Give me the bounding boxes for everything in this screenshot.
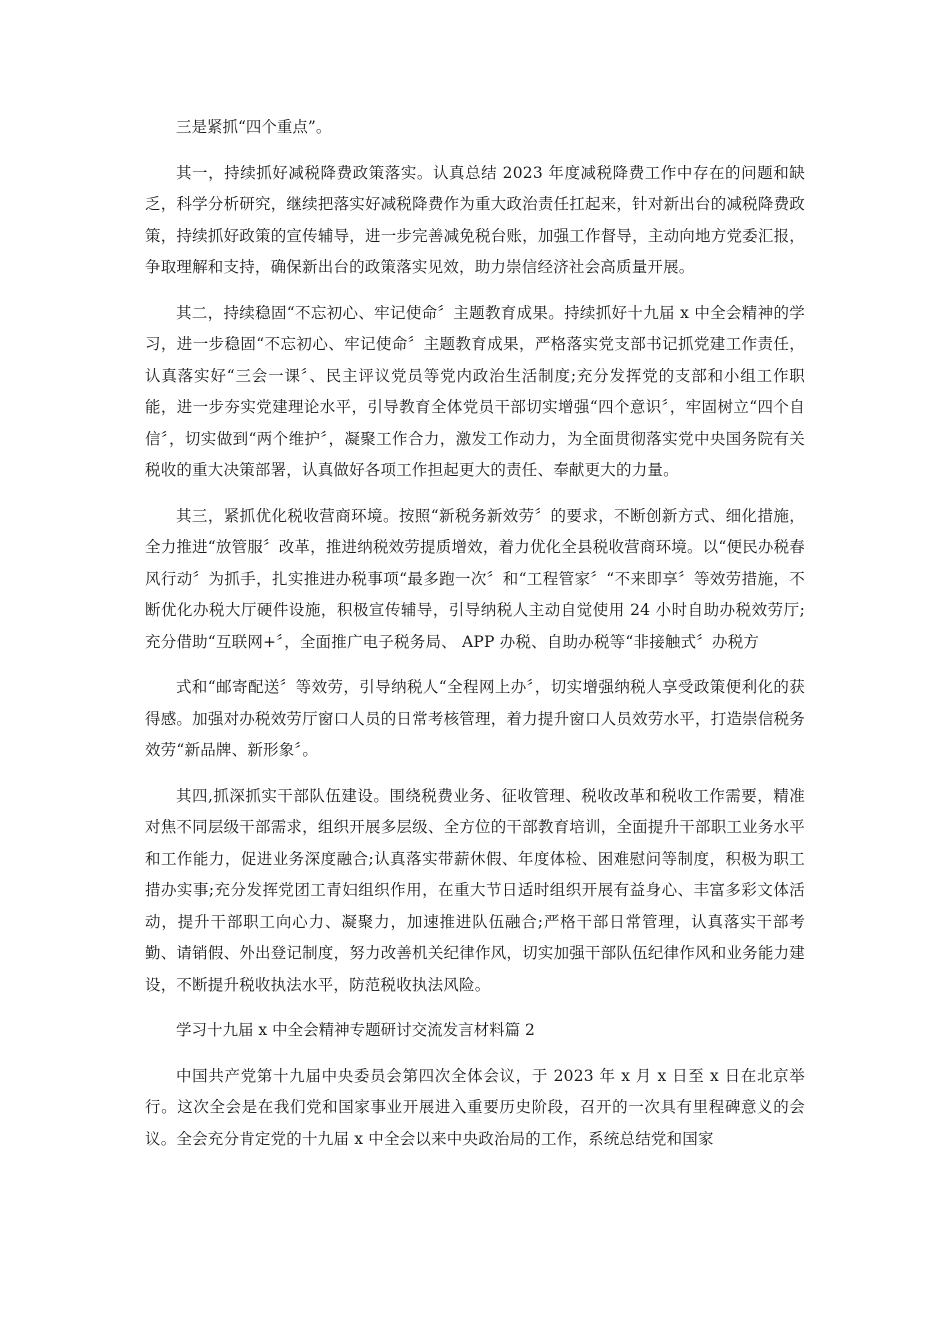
paragraph-plenary-session: 中国共产党第十九届中央委员会第四次全体会议，于 2023 年 x 月 x 日至 x 日在北京举行。这次全会是在我们党和国家事业开展进入重要历史阶段，召开的一次具有里程碑意义的会议。全会充分肯定党的十九届 x 中全会以来中央政治局的工作，系统总结党和国家 [145,1066,805,1148]
paragraph-education-results: 其二，持续稳固“不忘初心、牢记使命〞主题教育成果。持续抓好十九届 x 中全会精神的学习，进一步稳固“不忘初心、牢记使命〞主题教育成果，严格落实党支部书记抓党建工作责任，认真落实好“三会一课〞、民主评议党员等党内政治生活制度;充分发挥党的支部和小组工作职能，进一步夯实党建理论水平，引导教育全体党员干部切实增强“四个意识〞，牢固树立“四个自信〞，切实做到“两个维护〞，凝聚工作合力，激发工作动力，为全面贯彻落实党中央国务院有关税收的重大决策部署，认真做好各项工作担起更大的责任、奉献更大的力量。 [145,303,805,479]
paragraph-business-environment-continued: 式和“邮寄配送〞等效劳，引导纳税人“全程网上办〞，切实增强纳税人享受政策便利化的获得感。加强对办税效劳厅窗口人员的日常考核管理，着力提升窗口人员效劳水平，打造崇信税务效劳“新品牌、新形象〞。 [145,678,805,759]
paragraph-team-building: 其四,抓深抓实干部队伍建设。围绕税费业务、征收管理、税收改革和税收工作需要，精准对焦不同层级干部需求，组织开展多层级、全方位的干部教育培训，全面提升干部职工业务水平和工作能力，促进业务深度融合;认真落实带薪休假、年度体检、困难慰问等制度，积极为职工措办实事;充分发挥党团工青妇组织作用，在重大节日适时组织开展有益身心、丰富多彩文体活动，提升干部职工向心力、凝聚力，加速推进队伍融合;严格干部日常管理，认真落实干部考勤、请销假、外出登记制度，努力改善机关纪律作风，切实加强干部队伍纪律作风和业务能力建设，不断提升税收执法水平，防范税收执法风险。 [145,786,805,994]
document-body [145,112,805,1169]
section-heading-article-2: 学习十九届 x 中全会精神专题研讨交流发言材料篇 2 [176,1021,535,1039]
paragraph-business-environment: 其三，紧抓优化税收营商环境。按照“新税务新效劳〞的要求，不断创新方式、细化措施，全力推进“放管服〞改革，推进纳税效劳提质增效，着力优化全县税收营商环境。以“便民办税春风行动〞为抓手，扎实推进办税事项“最多跑一次〞和“工程管家〞“不来即享〞等效劳措施，不断优化办税大厅硬件设施，积极宣传辅导，引导纳税人主动自觉使用 24 小时自助办税效劳厅;充分借助“互联网+〞，全面推广电子税务局、 APP 办税、自助办税等“非接触式〞办税方 [145,506,805,651]
paragraph-tax-reduction: 其一，持续抓好减税降费政策落实。认真总结 2023 年度减税降费工作中存在的问题和缺乏，科学分析研究，继续把落实好减税降费作为重大政治责任扛起来，针对新出台的减税降费政策，持续抓好政策的宣传辅导，进一步完善减免税台账，加强工作督导，主动向地方党委汇报，争取理解和支持，确保新出台的政策落实见效，助力崇信经济社会高质量开展。 [145,163,805,276]
section-heading-four-key-points: 三是紧抓“四个重点”。 [176,118,332,136]
